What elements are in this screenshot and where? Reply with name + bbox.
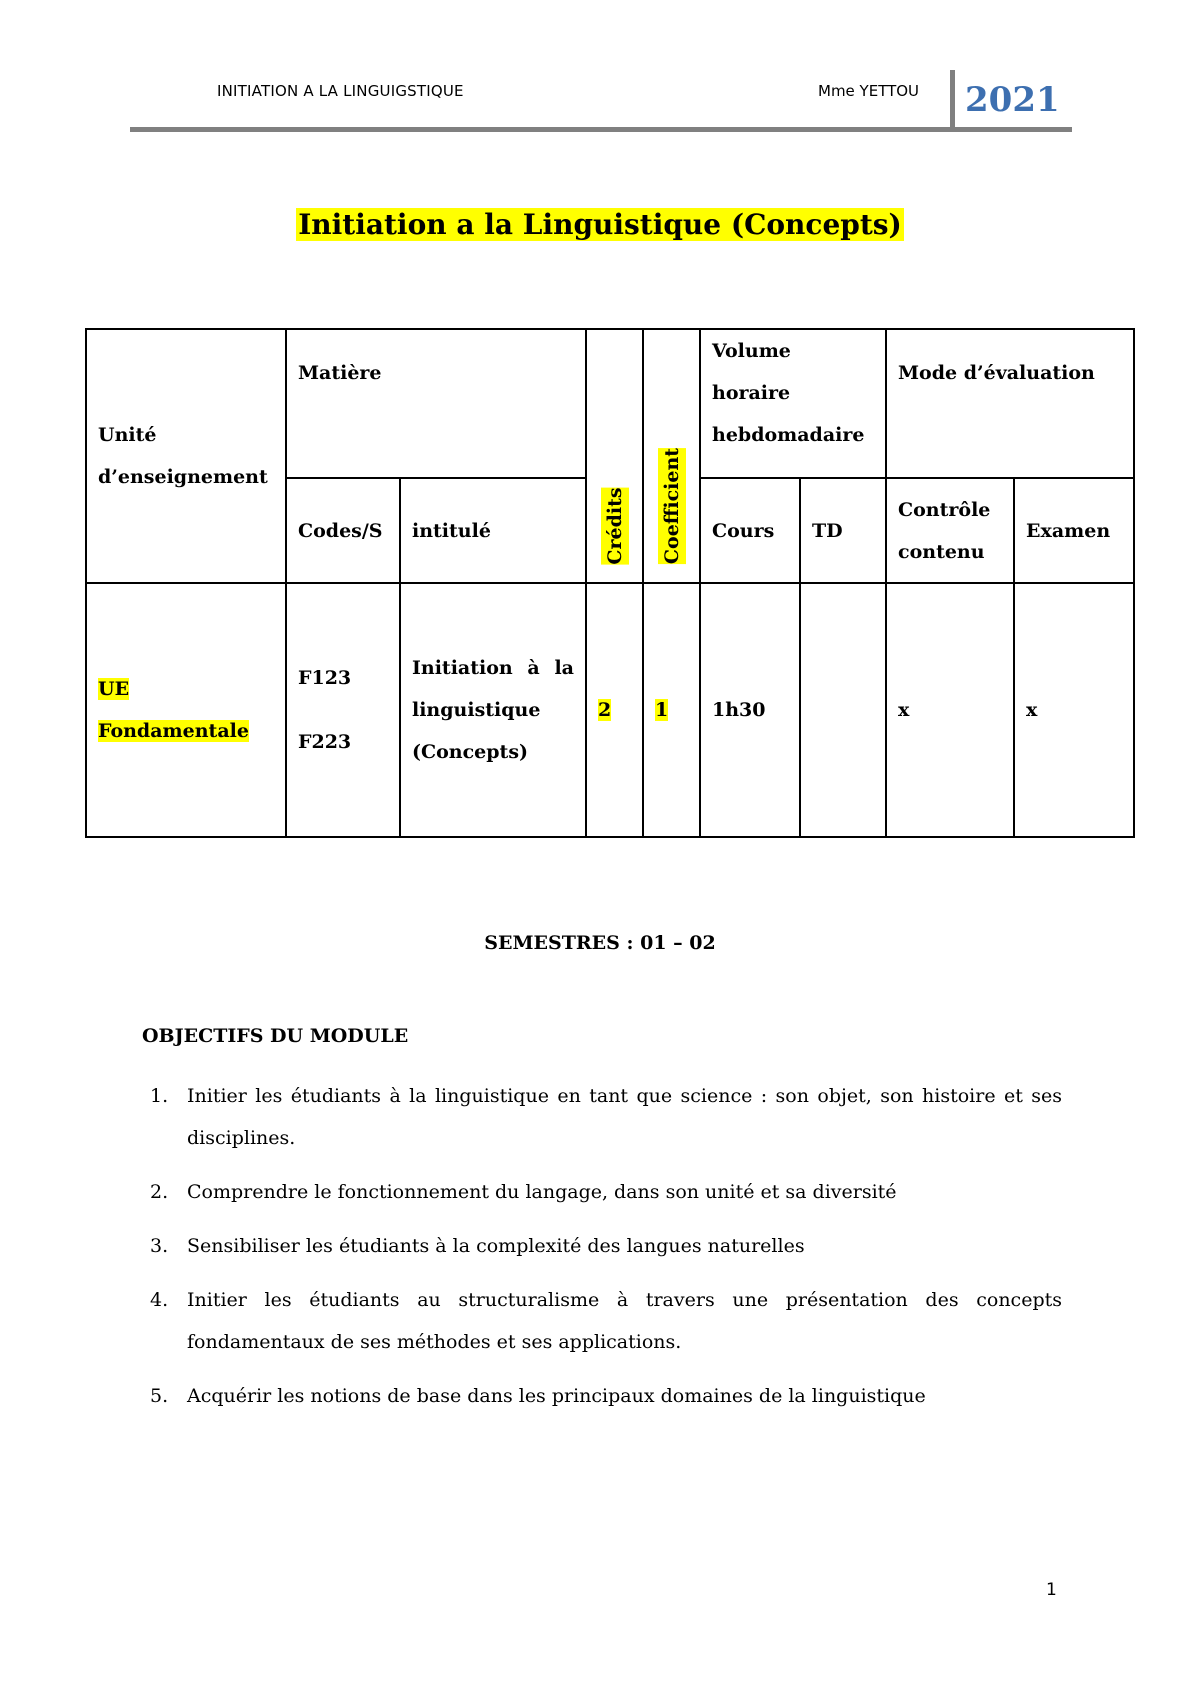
list-item-text: Initier les étudiants à la linguistique en tant que science : son objet, son histoire et ses disciplines. [187, 1085, 1062, 1149]
objectifs-heading: OBJECTIFS DU MODULE [142, 1025, 409, 1047]
header-matiere [286, 329, 586, 478]
header-author: Mme YETTOU [818, 82, 920, 100]
cell-td [800, 583, 886, 837]
cell-coefficient-value: 1 [655, 699, 669, 721]
header-year: 2021 [965, 80, 1060, 120]
list-item-number: 5. [150, 1385, 169, 1407]
header-divider [950, 70, 955, 130]
header-coefficient-label: Coefficient [658, 448, 686, 564]
list-item-text: Initier les étudiants au structuralisme à travers une présentation des concepts fondamentaux de ses méthodes et ses applications. [187, 1289, 1062, 1353]
cell-unite [86, 583, 286, 837]
header-controle-label: Contrôle contenu [898, 498, 991, 563]
list-item-text: Comprendre le fonctionnement du langage, dans son unité et sa diversité [187, 1181, 897, 1203]
header-unite-label: Unité d’enseignement [98, 424, 268, 488]
cell-examen-value: x [1026, 699, 1038, 721]
cell-intitule [400, 583, 586, 837]
cell-credits-value: 2 [598, 699, 612, 721]
table-row [86, 583, 1134, 837]
list-item [142, 1075, 1062, 1159]
cell-cours-value: 1h30 [712, 699, 766, 721]
header-volume [700, 329, 886, 478]
header-intitule-label: intitulé [412, 519, 491, 542]
list-item [142, 1279, 1062, 1363]
cell-codes [286, 583, 400, 837]
cell-controle-value: x [898, 699, 910, 721]
header-mode-label: Mode d’évaluation [898, 362, 1095, 384]
header-rule [130, 127, 1072, 132]
cell-code-2: F223 [298, 731, 352, 753]
header-credits-label: Crédits [601, 487, 629, 564]
list-item-number: 4. [150, 1289, 169, 1311]
header-cours-label: Cours [712, 519, 775, 542]
page-number: 1 [1046, 1580, 1057, 1600]
list-item-number: 1. [150, 1085, 169, 1107]
header-td-label: TD [812, 519, 843, 542]
header-volume-label: Volume horaire hebdomadaire [712, 340, 865, 446]
list-item [142, 1171, 1062, 1213]
cell-coefficient [643, 583, 700, 837]
cell-unite-line1: UE [98, 678, 130, 700]
cell-credits [586, 583, 643, 837]
list-item [142, 1375, 1062, 1417]
list-item-text: Acquérir les notions de base dans les principaux domaines de la linguistique [187, 1385, 926, 1407]
header-credits [586, 329, 643, 583]
header-coefficient [643, 329, 700, 583]
course-info-table [85, 328, 1135, 838]
document-title [0, 208, 1200, 241]
cell-examen [1014, 583, 1134, 837]
cell-unite-line2: Fondamentale [98, 720, 249, 742]
header-controle [886, 478, 1014, 583]
cell-cours [700, 583, 800, 837]
list-item-text: Sensibiliser les étudiants à la complexité des langues naturelles [187, 1235, 805, 1257]
semestres-line: SEMESTRES : 01 – 02 [484, 932, 716, 954]
header-cours [700, 478, 800, 583]
header-unite [86, 329, 286, 583]
header-examen-label: Examen [1026, 519, 1111, 542]
header-mode [886, 329, 1134, 478]
cell-code-1: F123 [298, 667, 352, 689]
objectifs-list [142, 1075, 1062, 1429]
header-td [800, 478, 886, 583]
list-item [142, 1225, 1062, 1267]
list-item-number: 2. [150, 1181, 169, 1203]
cell-controle [886, 583, 1014, 837]
table-header-row-1 [86, 329, 1134, 478]
header-codes-label: Codes/S [298, 519, 383, 542]
header-codes [286, 478, 400, 583]
cell-intitule-text: Initiation à la linguistique (Concepts) [412, 657, 574, 763]
list-item-number: 3. [150, 1235, 169, 1257]
header-course-title: INITIATION A LA LINGUIGSTIQUE [217, 82, 464, 100]
header-intitule [400, 478, 586, 583]
document-title-text: Initiation a la Linguistique (Concepts) [298, 208, 902, 241]
header-examen [1014, 478, 1134, 583]
header-matiere-label: Matière [298, 362, 382, 384]
